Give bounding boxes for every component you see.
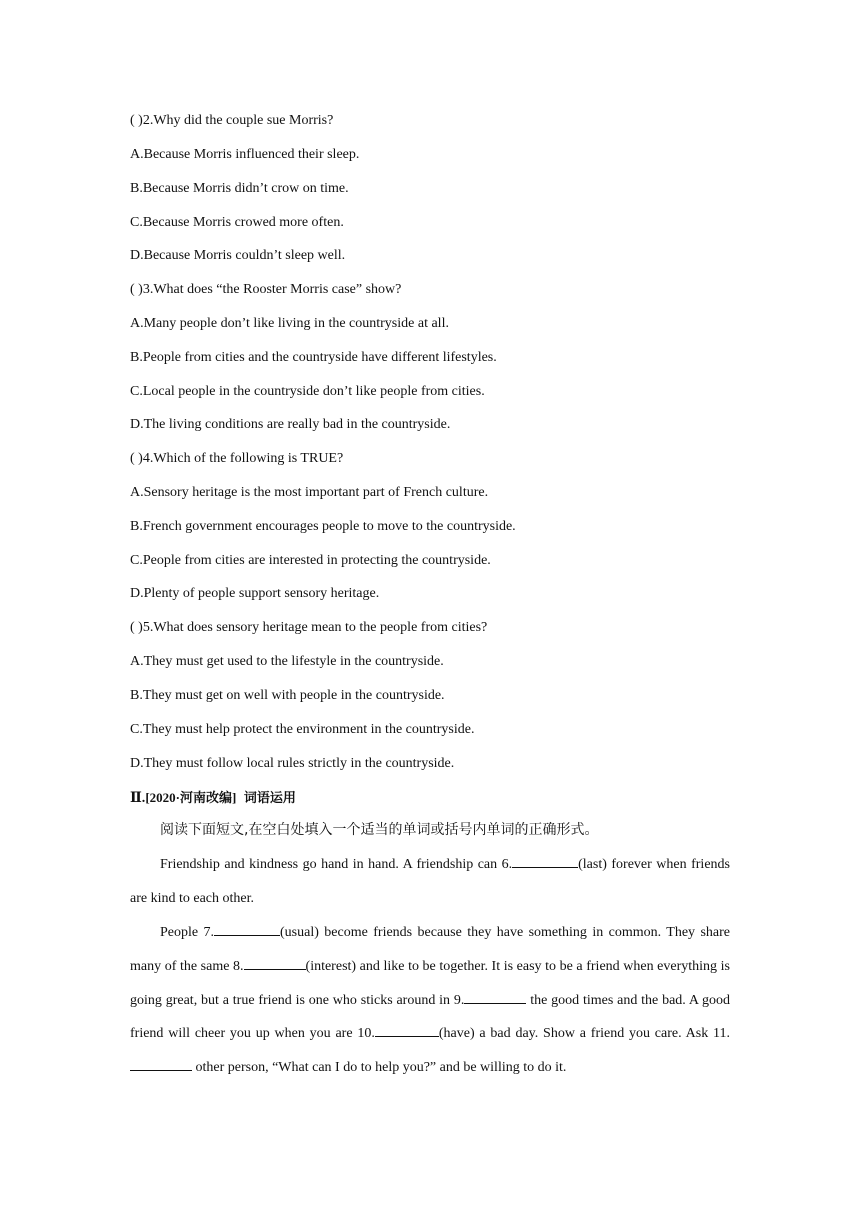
question-3-option-c: C.Local people in the countryside don’t like people from cities. xyxy=(130,384,485,399)
question-2-option-c: C.Because Morris crowed more often. xyxy=(130,215,344,230)
blank-11[interactable] xyxy=(130,1056,192,1071)
paragraph-2-text-a: People 7. xyxy=(160,925,215,940)
question-2-option-b: B.Because Morris didn’t crow on time. xyxy=(130,181,349,196)
section-2-heading xyxy=(130,788,296,809)
question-4-option-a: A.Sensory heritage is the most important part of French culture. xyxy=(130,485,489,500)
paragraph-2-text-f: other person, “What can I do to help you?” and be willing to do it. xyxy=(192,1060,567,1076)
question-4-option-d: D.Plenty of people support sensory heritage. xyxy=(130,586,380,601)
paragraph-2-text-d: the good times and the bad. A good friend will cheer you up when you are 10. xyxy=(130,992,730,1042)
section-2-instruction: 阅读下面短文,在空白处填入一个适当的单词或括号内单词的正确形式。 xyxy=(160,822,599,838)
passage-paragraph-1 xyxy=(130,848,730,916)
question-5-stem: ( )5.What does sensory heritage mean to the people from cities? xyxy=(130,620,488,635)
question-4-option-c: C.People from cities are interested in protecting the countryside. xyxy=(130,553,491,568)
paragraph-1-text-b: (last) forever when friends are kind to each other. xyxy=(130,857,730,906)
paragraph-2-text-c: (interest) and like to be together. It is easy to be a friend when everything is going great, but a true friend is one who sticks around in 9. xyxy=(130,958,730,1008)
question-5-option-b: B.They must get on well with people in the countryside. xyxy=(130,688,445,703)
question-3-stem: ( )3.What does “the Rooster Morris case” show? xyxy=(130,282,402,297)
paragraph-1-text-a: Friendship and kindness go hand in hand. A friendship can 6. xyxy=(160,857,513,872)
passage-paragraph-2 xyxy=(130,916,730,1085)
section-2-title: 词语运用 xyxy=(243,791,296,806)
blank-8[interactable] xyxy=(244,955,306,970)
blank-10[interactable] xyxy=(375,1022,439,1037)
blank-9[interactable] xyxy=(464,989,526,1004)
question-5-option-c: C.They must help protect the environment in the countryside. xyxy=(130,722,475,737)
question-4-stem: ( )4.Which of the following is TRUE? xyxy=(130,451,344,466)
blank-7[interactable] xyxy=(214,921,280,936)
section-2-source-tag: [2020·河南改编] xyxy=(145,790,237,805)
question-2-option-d: D.Because Morris couldn’t sleep well. xyxy=(130,248,346,263)
question-4-option-b: B.French government encourages people to move to the countryside. xyxy=(130,519,516,534)
paragraph-2-text-b: (usual) become friends because they have something in common. They share many of the same 8. xyxy=(130,925,730,974)
question-5-option-a: A.They must get used to the lifestyle in the countryside. xyxy=(130,654,444,669)
question-3-option-b: B.People from cities and the countryside have different lifestyles. xyxy=(130,350,497,365)
question-2-option-a: A.Because Morris influenced their sleep. xyxy=(130,147,360,162)
question-5-option-d: D.They must follow local rules strictly in the countryside. xyxy=(130,756,455,771)
paragraph-2-text-e: (have) a bad day. Show a friend you care. Ask 11. xyxy=(438,1026,730,1042)
blank-6[interactable] xyxy=(512,853,578,868)
section-2-number: Ⅱ. xyxy=(130,791,146,806)
question-2-stem: ( )2.Why did the couple sue Morris? xyxy=(130,113,334,128)
question-3-option-d: D.The living conditions are really bad in the countryside. xyxy=(130,417,451,432)
question-3-option-a: A.Many people don’t like living in the countryside at all. xyxy=(130,316,449,331)
